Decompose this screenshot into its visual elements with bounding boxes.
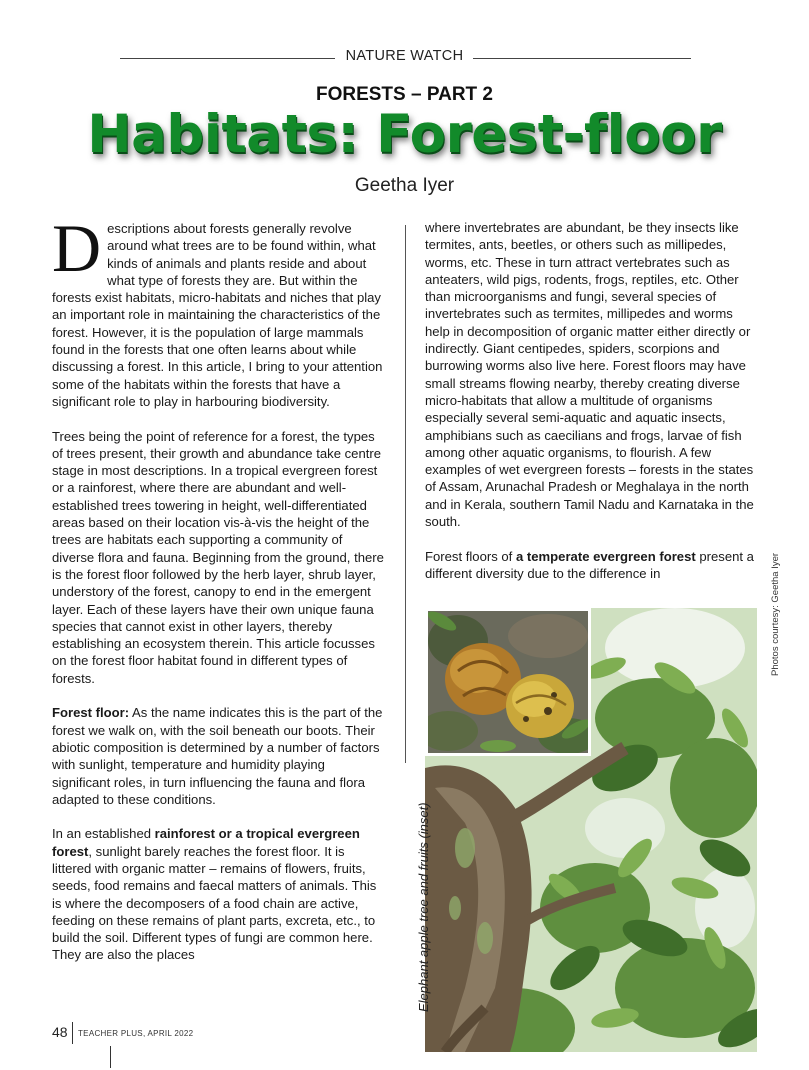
invertebrates-paragraph: where invertebrates are abundant, be they insects like termites, ants, beetles, or others such as millipedes, worms, etc. These in turn attract vertebrates such as anteaters, wild pigs, rodents, frogs, reptiles, etc. Other than microorganisms and fungi, several species of invertebrates such as termites, millipedes and worms help in decomposition of organic matter either directly or indirectly. Giant centipedes, spiders, scorpions and burrowing worms also live here. Forest floors may have small streams flowing nearby, thereby creating diverse micro-habitats that allow a multitude of organisms especially several semi-aquatic and aquatic insects, amphibians such as caecilians and frogs, larvae of fish among other aquatic organisms, to flourish. A few examples of wet evergreen forests – forests in the states of Assam, Arunachal Pradesh or Meghalaya in the north and in Kerala, southern Tamil Nadu and Karnataka in the south. <box>425 220 754 530</box>
layers-paragraph: Trees being the point of reference for a forest, the types of trees present, their growth and abundance take centre stage in most descriptions. In a tropical evergreen forest or a rainforest, where there are abundant and well-established trees towering in height, well-differentiated areas based on their location vis-à-vis the height of the trees are habitats each supporting a community of diverse flora and fauna. Beginning from the ground, there is the forest floor followed by the herb layer, shrub layer, understory of the forest, canopy to end in the emergent layer. Each of these layers have their own unique fauna species that cannot exist in other layers, thereby establishing an ecosystem therein. This article focusses on the forest floor habitat found in different types of forests. <box>52 428 384 686</box>
left-column <box>52 210 384 981</box>
elephant-apple-fruits-inset-photo <box>425 608 591 756</box>
footer-tick <box>110 1046 111 1068</box>
author-byline: Geetha Iyer <box>354 175 455 196</box>
publication-line: TEACHER PLUS, APRIL 2022 <box>78 1029 194 1038</box>
photo-caption: Elephant apple tree and fruits (inset) <box>416 802 431 1012</box>
forest-floor-paragraph: Forest floor: As the name indicates this is the part of the forest we walk on, with the soil beneath our boots. Their abiotic composition is determined by a number of factors with sunlight, temperature and humidity playing significant roles, in turn influencing the fauna and flora adapted to these conditions. <box>52 705 383 807</box>
footer-divider <box>72 1022 73 1044</box>
temperate-paragraph: Forest floors of a temperate evergreen forest present a different diversity due to the difference in <box>425 548 754 581</box>
column-divider <box>405 225 406 763</box>
photo-credit: Photos courtesy: Geetha Iyer <box>770 552 781 676</box>
page-number: 48 <box>52 1024 68 1040</box>
series-kicker: FORESTS – PART 2 <box>315 84 493 105</box>
drop-cap: D <box>52 210 102 286</box>
intro-paragraph: Descriptions about forests generally revolve around what trees are to be found within, what kinds of animals and plants reside and about what type of forests they are. But within the forests exist habitats, micro-habitats and niches that play an important role in maintaining the characteristics of the forest. However, it is the population of large mammals found in the forests that one often learns about while discussing a forest. In this article, I bring to your attention some of the habitats within the forests that have a significant role to play in harbouring biodiversity. <box>52 210 383 409</box>
section-label: NATURE WATCH <box>0 48 809 64</box>
article-title: Habitats: Forest-floor <box>87 104 722 165</box>
right-column <box>425 219 755 600</box>
rainforest-paragraph: In an established rainforest or a tropical evergreen forest, sunlight barely reaches the forest floor. It is littered with organic matter – remains of flowers, fruits, seeds, food remains and faecal matters of animals. This is where the decomposers of a food chain are active, feeding on these remains of plant parts, excreta, etc., to build the soil. Different types of fungi are common here. They are also the places <box>52 826 377 963</box>
